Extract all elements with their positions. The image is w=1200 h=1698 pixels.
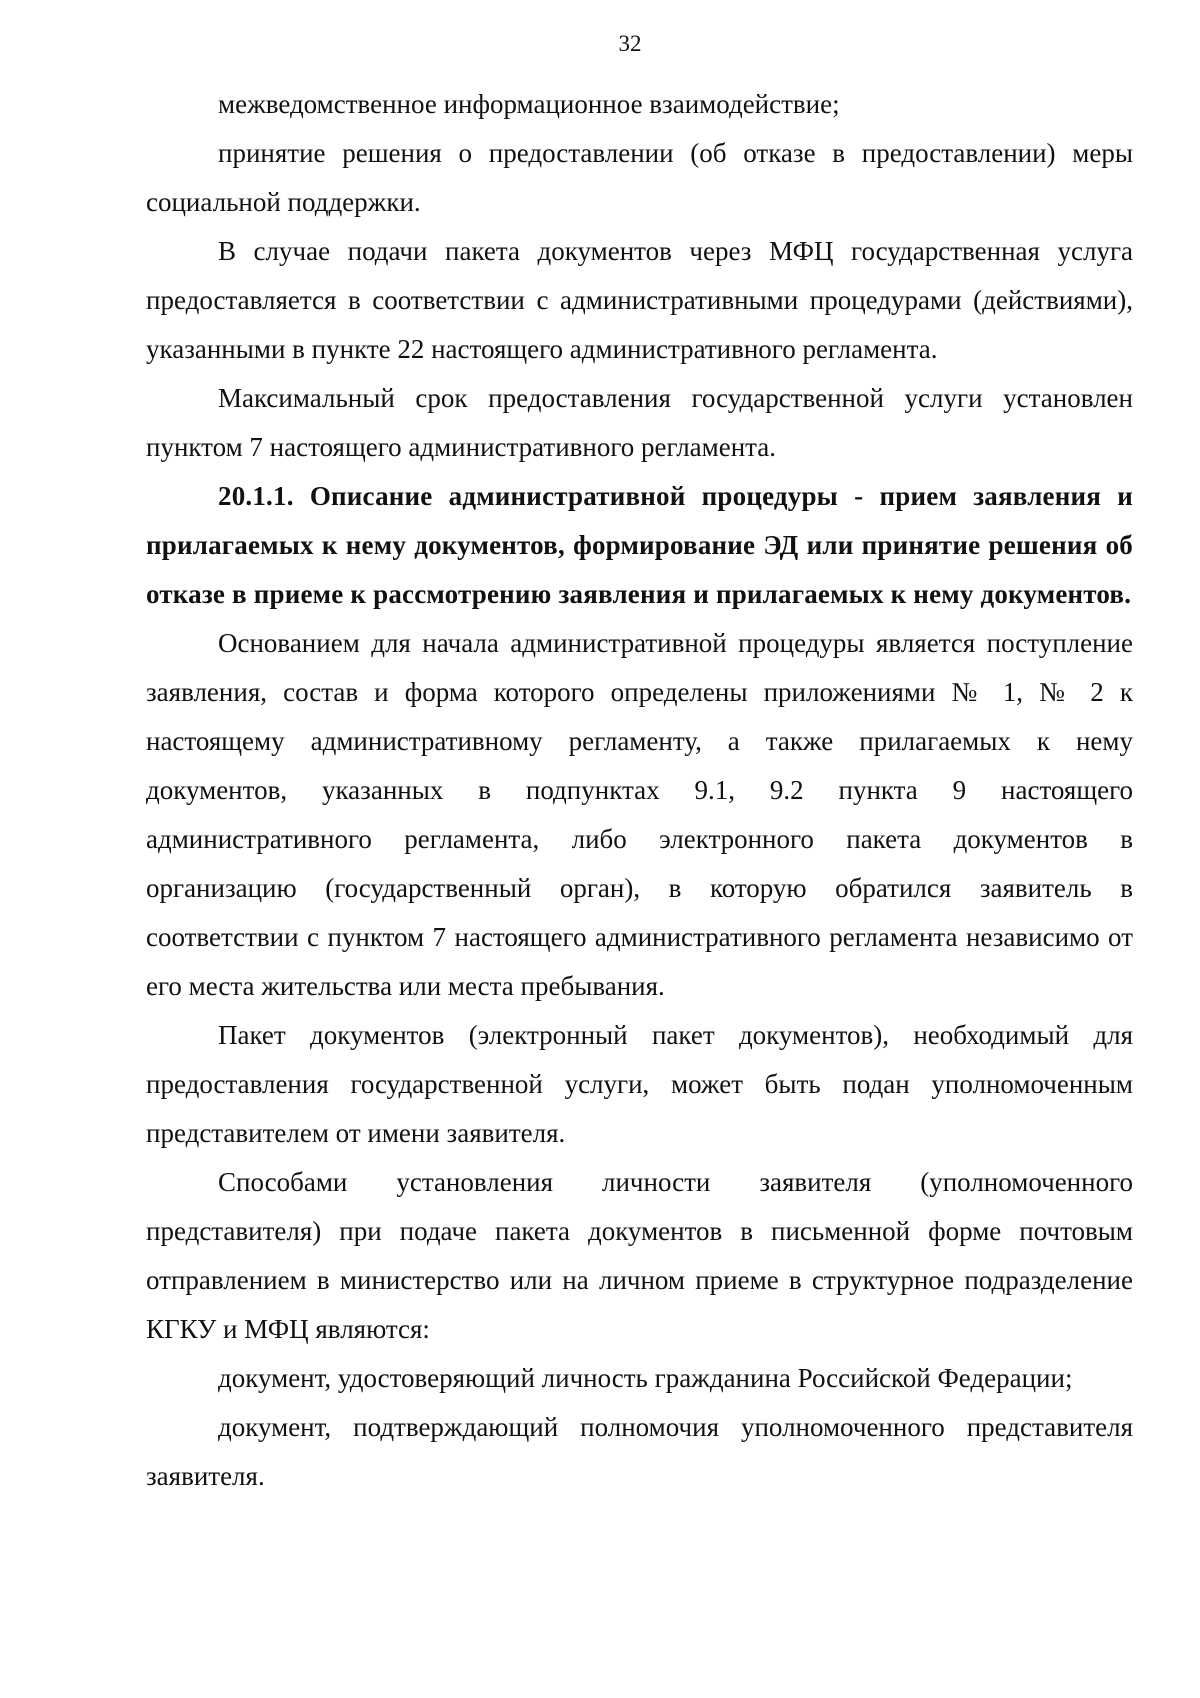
paragraph-mfc-submission: В случае подачи пакета документов через МФЦ государственная услуга предоставляется в соответствии с административными процедурами (действиями), указанными в пункте 22 настоящего административного регламента. [146, 236, 1133, 364]
paragraph-grounds: Основанием для начала административной процедуры является поступление заявления, состав и форма которого определены приложениями № 1, № 2 к настоящему административному регламенту, а также прилагаемых к нему документов, указанных в подпунктах 9.1, 9.2 пункта 9 настоящего административного регламента, либо электронного пакета документов в организацию (государственный орган), в которую обратился заявитель в соответствии с пунктом 7 настоящего административного регламента независимо от его места жительства или места пребывания. [146, 628, 1133, 1001]
section-heading-20-1-1: 20.1.1. Описание административной процедуры - прием заявления и прилагаемых к нему документов, формирование ЭД или принятие решения об отказе в приеме к рассмотрению заявления и прилагаемых к нему документов. [146, 481, 1133, 609]
paragraph-representative: Пакет документов (электронный пакет документов), необходимый для предоставления государственной услуги, может быть подан уполномоченным представителем от имени заявителя. [146, 1020, 1133, 1148]
paragraph-max-term: Максимальный срок предоставления государственной услуги установлен пунктом 7 настоящего административного регламента. [146, 383, 1133, 462]
paragraph-interagency: межведомственное информационное взаимодействие; [218, 89, 840, 119]
page-number: 32 [618, 31, 642, 56]
list-item-authority-document: документ, подтверждающий полномочия уполномоченного представителя заявителя. [146, 1412, 1133, 1491]
paragraph-identification-methods: Способами установления личности заявителя (уполномоченного представителя) при подаче пакета документов в письменной форме почтовым отправлением в министерство или на личном приеме в структурное подразделение КГКУ и МФЦ являются: [146, 1167, 1133, 1344]
paragraph-decision: принятие решения о предоставлении (об отказе в предоставлении) меры социальной поддержки. [146, 138, 1133, 217]
page-body [146, 80, 1133, 1501]
list-item-identity-document: документ, удостоверяющий личность гражданина Российской Федерации; [218, 1363, 1073, 1393]
